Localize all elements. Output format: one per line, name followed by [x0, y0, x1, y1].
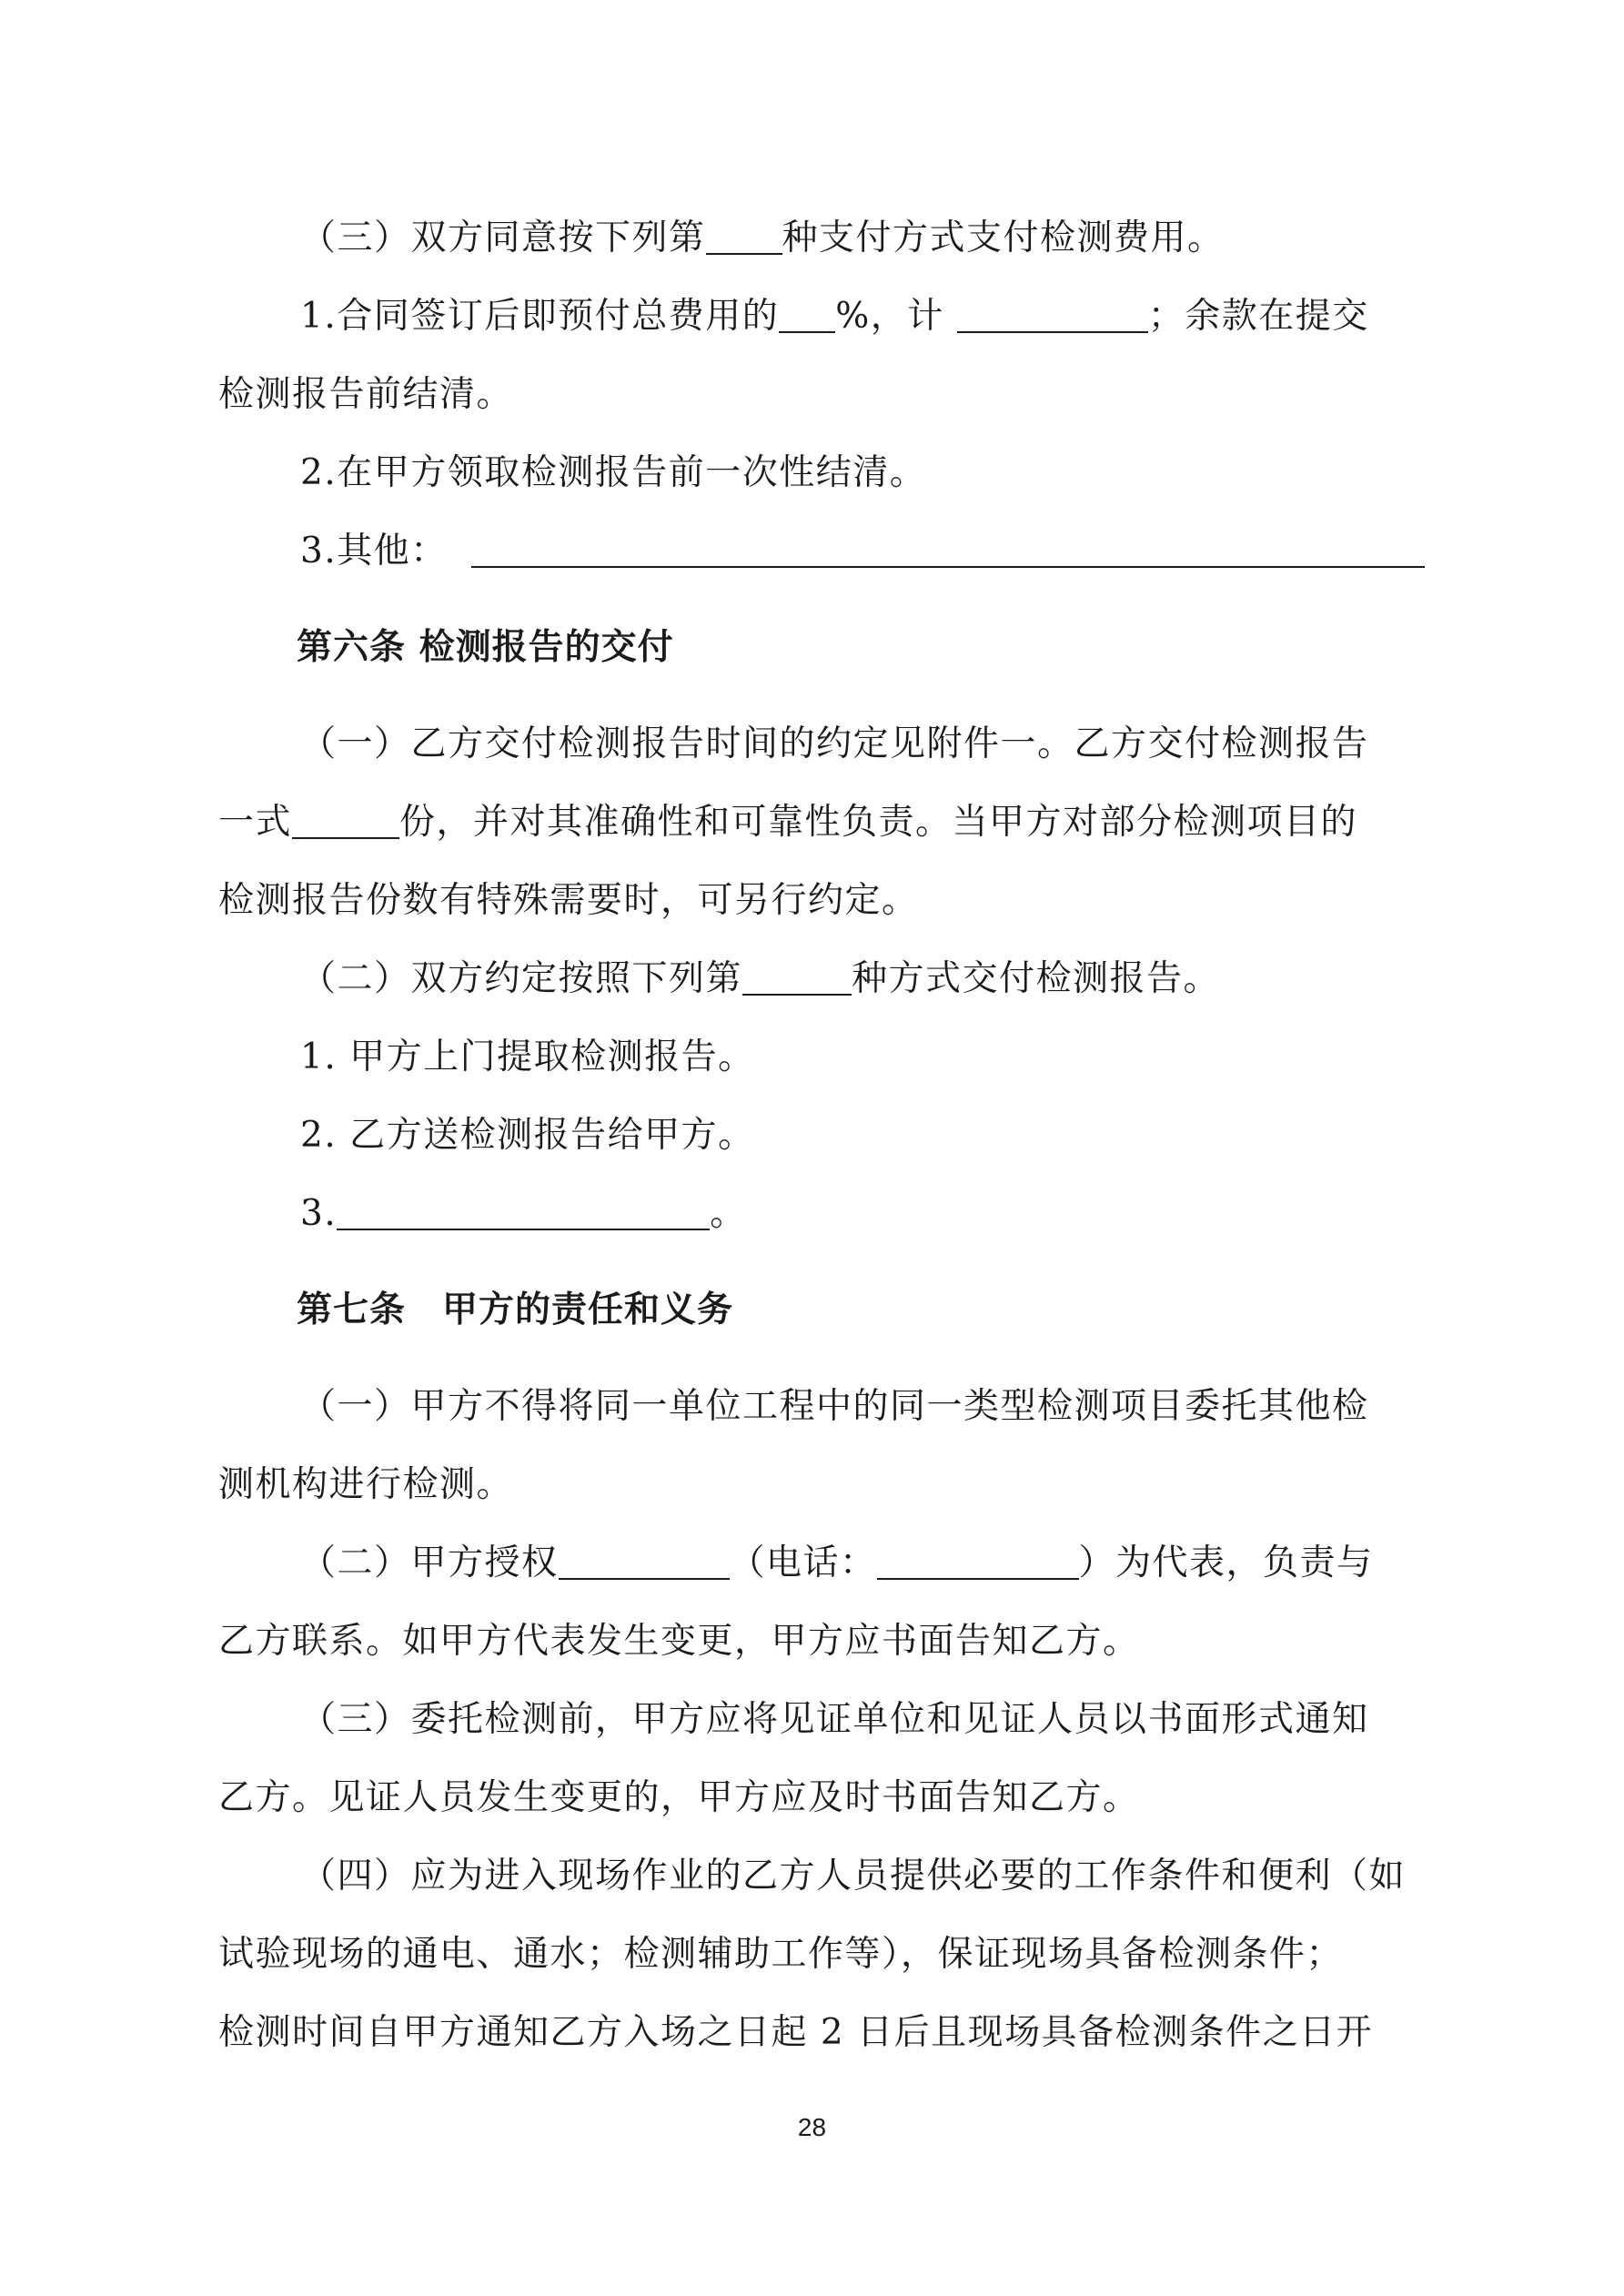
- report-copies-blank: [292, 801, 399, 839]
- payment-option-1-continued: 检测报告前结清。: [218, 374, 514, 415]
- delivery-option-3-end: 。: [710, 1193, 747, 1234]
- payment-intro-text-end: 种支付方式支付检测费用。: [782, 217, 1225, 258]
- article-6-para-2: [300, 956, 1501, 1003]
- delivery-option-2: 2. 乙方送检测报告给甲方。: [300, 1115, 755, 1156]
- payment-option-1-balance: ；余款在提交: [1147, 296, 1369, 337]
- article-6-para-1-line-2: [218, 799, 1419, 846]
- article-7-para-2-line-2: 乙方联系。如甲方代表发生变更，甲方应书面告知乙方。: [218, 1621, 1140, 1662]
- representative-phone-label: （电话：: [729, 1542, 877, 1583]
- representative-prefix: （二）甲方授权: [300, 1542, 559, 1583]
- article-7-para-4-line-1: （四）应为进入现场作业的乙方人员提供必要的工作条件和便利（如: [300, 1856, 1407, 1896]
- article-7-heading: 第七条 甲方的责任和义务: [297, 1290, 734, 1330]
- representative-name-blank: [559, 1542, 730, 1580]
- article-6-copies-suffix: 份，并对其准确性和可靠性负责。当甲方对部分检测项目的: [399, 802, 1358, 843]
- prepay-amount-blank: [957, 295, 1148, 333]
- article-7-para-4-line-3: 检测时间自甲方通知乙方入场之日起 2 日后且现场具备检测条件之日开: [218, 2012, 1374, 2053]
- article-7-para-1-line-2: 测机构进行检测。: [218, 1464, 514, 1505]
- delivery-method-blank: [742, 957, 852, 996]
- page-number: 28: [797, 2113, 827, 2141]
- article-6-para-2-text-end: 种方式交付检测报告。: [852, 958, 1221, 999]
- article-6-para-2-text: （二）双方约定按照下列第: [300, 958, 743, 999]
- payment-option-3-label: 3.其他：: [300, 531, 448, 571]
- article-7-para-1-line-1: （一）甲方不得将同一单位工程中的同一类型检测项目委托其他检: [300, 1386, 1369, 1427]
- article-7-para-3-line-2: 乙方。见证人员发生变更的，甲方应及时书面告知乙方。: [218, 1777, 1140, 1818]
- payment-option-1-text: 1.合同签订后即预付总费用的: [300, 296, 780, 337]
- delivery-option-1: 1. 甲方上门提取检测报告。: [300, 1037, 755, 1077]
- payment-option-1: [300, 293, 1501, 340]
- article-7-para-2-line-1: [300, 1540, 1501, 1587]
- payment-intro: [300, 215, 1501, 262]
- delivery-option-3-label: 3.: [300, 1193, 338, 1234]
- delivery-option-3: [300, 1190, 1501, 1238]
- payment-option-2: 2.在甲方领取检测报告前一次性结清。: [300, 452, 927, 493]
- article-6-para-1-line-1: （一）乙方交付检测报告时间的约定见附件一。乙方交付检测报告: [300, 723, 1369, 764]
- representative-phone-blank: [877, 1542, 1079, 1580]
- article-7-para-3-line-1: （三）委托检测前，甲方应将见证单位和见证人员以书面形式通知: [300, 1699, 1369, 1740]
- prepay-percent-blank: [779, 295, 835, 333]
- payment-intro-text: （三）双方同意按下列第: [300, 217, 706, 258]
- payment-option-1-percent: %，计: [835, 296, 944, 337]
- payment-other-blank: [471, 530, 1425, 568]
- article-7-para-4-line-2: 试验现场的通电、通水；检测辅助工作等），保证现场具备检测条件；: [218, 1934, 1344, 1975]
- article-6-copies-prefix: 一式: [218, 802, 293, 843]
- delivery-other-blank: [337, 1192, 710, 1230]
- article-6-para-1-line-3: 检测报告份数有特殊需要时，可另行约定。: [218, 880, 919, 921]
- payment-method-blank: [706, 217, 782, 255]
- article-6-heading: 第六条 检测报告的交付: [297, 627, 674, 668]
- payment-option-3: [300, 528, 1501, 575]
- representative-suffix: ）为代表，负责与: [1078, 1542, 1374, 1583]
